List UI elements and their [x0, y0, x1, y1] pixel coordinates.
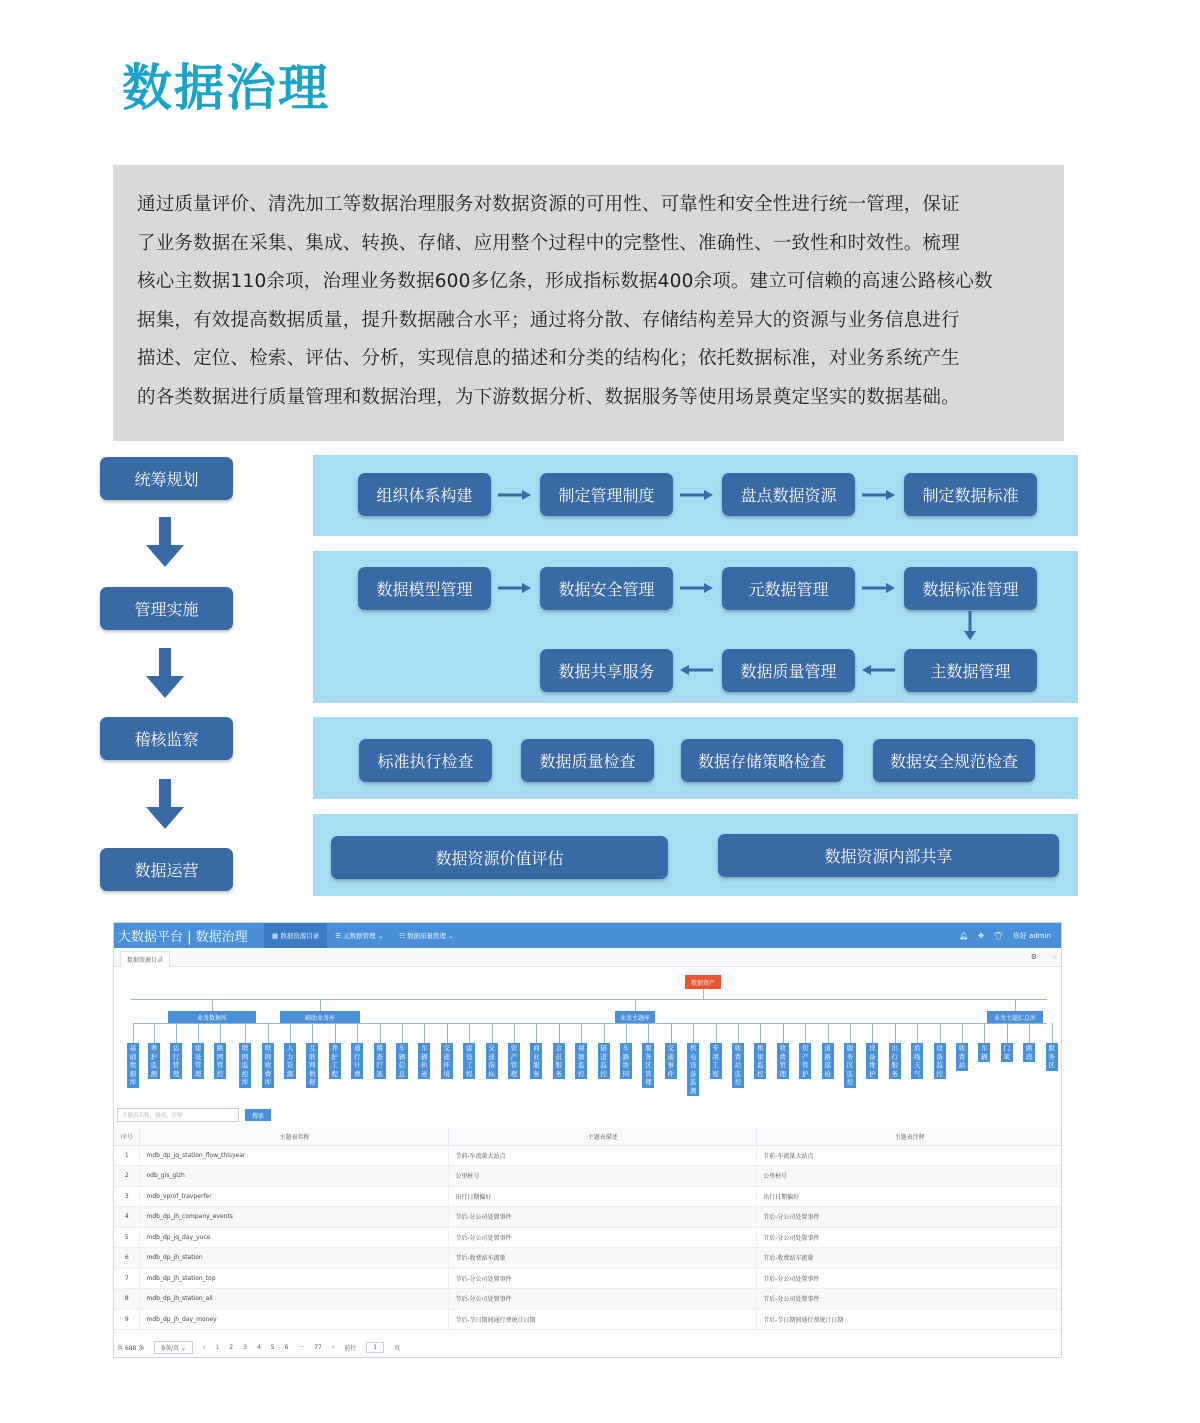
- tree-line: [648, 1023, 649, 1043]
- tree-node-leaf[interactable]: 路 段: [1023, 1043, 1035, 1062]
- right-arrow-icon: [498, 583, 531, 593]
- tree-node-leaf[interactable]: 视 频 监 控: [575, 1043, 587, 1079]
- tree-node-leaf[interactable]: 交 通 环 境: [441, 1043, 453, 1079]
- tree-node-leaf[interactable]: 人 力 资 源: [284, 1043, 296, 1079]
- pagination: [117, 1341, 400, 1354]
- tree-line: [469, 1023, 470, 1043]
- tree-line: [895, 1023, 896, 1043]
- left-arrow-icon: [680, 665, 713, 675]
- tree-node-leaf[interactable]: 交 通 指 标: [486, 1043, 498, 1079]
- tree-line: [131, 999, 1047, 1000]
- down-arrow-icon: [964, 611, 976, 640]
- tree-node-leaf[interactable]: 基 础 数 据 库: [127, 1043, 139, 1088]
- down-arrow-icon: [146, 648, 184, 698]
- page-size-select[interactable]: 9条/页 ⌄: [154, 1341, 193, 1354]
- prev-page-button[interactable]: ‹: [203, 1344, 206, 1351]
- page-title: 数据治理: [122, 59, 330, 117]
- tree-node-leaf[interactable]: 机 电 设 备 监 测: [687, 1043, 699, 1096]
- tree-line: [738, 1023, 739, 1043]
- tree-line: [604, 1023, 605, 1043]
- step-standard-mgmt: 数据标准管理: [904, 567, 1037, 610]
- tree-line: [312, 1023, 313, 1043]
- tree-line: [198, 1023, 199, 1043]
- tree-node-leaf[interactable]: 服 务 区: [1046, 1043, 1058, 1071]
- phase-audit: 稽核监察: [100, 717, 233, 760]
- intro-line: 描述、定位、检索、评估、分析，实现信息的描述和分类的结构化；依托数据标准，对业务系统产生: [137, 348, 960, 369]
- step-quality-check: 数据质量检查: [521, 739, 654, 782]
- tree-node-level1[interactable]: 辅助业务库: [280, 1011, 360, 1023]
- shirt-icon[interactable]: 👕︎: [993, 931, 1003, 940]
- right-arrow-icon: [862, 583, 895, 593]
- chevron-down-icon[interactable]: ⌄: [1051, 953, 1057, 960]
- tree-node-leaf[interactable]: 收 费 管 理: [777, 1043, 789, 1079]
- tree-line: [514, 1023, 515, 1043]
- intro-line: 通过质量评价、清洗加工等数据治理服务对数据资源的可用性、可靠性和安全性进行统一管理，保证: [137, 194, 960, 215]
- tree-line: [850, 1023, 851, 1043]
- table-cell: 8: [114, 1289, 140, 1310]
- table-cell: 5: [114, 1227, 140, 1248]
- tree-line: [357, 1023, 358, 1043]
- tree-node-leaf[interactable]: 交 通 事 件: [665, 1043, 677, 1079]
- tree-line: [984, 1023, 985, 1043]
- tree-line: [380, 1023, 381, 1043]
- tree-line: [940, 1023, 941, 1043]
- table-cell: mdb_dp_jh_day_money: [140, 1309, 449, 1330]
- step-inventory: 盘点数据资源: [722, 473, 855, 516]
- right-arrow-icon: [862, 490, 895, 500]
- intro-line: 核心主数据110余项，治理业务数据600多亿条，形成指标数据400余项。建立可信赖的高速公路核心数: [137, 271, 993, 292]
- page-number[interactable]: 6: [284, 1344, 289, 1351]
- tree-node-leaf[interactable]: 资 产 管 理: [508, 1043, 520, 1079]
- table-row[interactable]: [114, 1289, 1062, 1310]
- nav-tab-metadata[interactable]: ☰ 元数据管理 ⌄: [335, 931, 384, 940]
- tree-node-leaf[interactable]: 互 联 网 数 据: [306, 1043, 318, 1088]
- tree-node-leaf[interactable]: 运 行 管 理: [170, 1043, 182, 1079]
- tree-node-leaf[interactable]: 收 费 站: [956, 1043, 968, 1071]
- tree-line: [447, 1023, 448, 1043]
- tree-line: [581, 1023, 582, 1043]
- table-cell: 节后-分公司处置事件: [757, 1268, 1062, 1289]
- tree-node-leaf[interactable]: 通 行 计 费: [351, 1043, 363, 1079]
- tree-line: [536, 1023, 537, 1043]
- table-cell: 节后-分公司处置事件: [449, 1268, 757, 1289]
- column-header: 序号: [114, 1128, 140, 1145]
- tree-node-leaf[interactable]: 车 路 协 同: [620, 1043, 632, 1079]
- step-internal-sharing: 数据资源内部共享: [718, 834, 1059, 877]
- table-cell: 出行日期偏好: [757, 1186, 1062, 1207]
- tree-line: [290, 1023, 291, 1043]
- table-cell: 节后-节日期间通行费统计日期: [757, 1309, 1062, 1330]
- right-arrow-icon: [680, 490, 713, 500]
- tree-line: [716, 1023, 717, 1043]
- nav-tab-resource-catalog[interactable]: ▦ 数据资源目录: [264, 923, 327, 948]
- column-header: 主题表名称: [140, 1128, 449, 1145]
- step-data-security: 数据安全管理: [540, 567, 673, 610]
- tree-line: [212, 999, 213, 1011]
- total-count: 共 688 条: [117, 1345, 145, 1352]
- table-row[interactable]: [114, 1166, 1062, 1187]
- nav-tab-label: 数据资源目录: [280, 932, 320, 940]
- tree-node-leaf[interactable]: 联 网 收 费 库: [262, 1043, 274, 1088]
- theme-table: [114, 1128, 1062, 1330]
- step-master-data: 主数据管理: [904, 649, 1037, 692]
- table-cell: 公里桩号: [757, 1166, 1062, 1187]
- tree-node-leaf[interactable]: 服 务 区 监 控: [844, 1043, 856, 1088]
- table-row[interactable]: [114, 1248, 1062, 1269]
- table-cell: 出行日期偏好: [449, 1186, 757, 1207]
- tree-line: [133, 1023, 134, 1043]
- table-cell: 2: [114, 1166, 140, 1187]
- tree-node-leaf[interactable]: 收 费 站 监 控: [732, 1043, 744, 1088]
- table-cell: 公里桩号: [449, 1166, 757, 1187]
- step-standard-check: 标准执行检查: [359, 739, 492, 782]
- step-storage-check: 数据存储策略检查: [681, 739, 843, 782]
- tree-line: [1052, 1023, 1053, 1043]
- table-cell: mdb_dp_jh_station_all: [140, 1289, 449, 1310]
- table-cell: 节后-分公司处置事件: [757, 1289, 1062, 1310]
- page-unit: 页: [394, 1345, 401, 1352]
- tree-line: [559, 1023, 560, 1043]
- step-metadata: 元数据管理: [722, 567, 855, 610]
- table-row[interactable]: [114, 1207, 1062, 1228]
- tree-line: [492, 1023, 493, 1043]
- tree-line: [424, 1023, 425, 1043]
- tree-node-leaf[interactable]: 车 辆: [978, 1043, 990, 1062]
- page-number[interactable]: ···: [298, 1344, 305, 1351]
- tree-line: [1015, 999, 1016, 1011]
- table-cell: 4: [114, 1207, 140, 1228]
- table-cell: mdb_dp_jh_station: [140, 1248, 449, 1269]
- table-cell: 节后-收费站车流量: [449, 1248, 757, 1269]
- right-arrow-icon: [498, 490, 531, 500]
- tree-line: [783, 1023, 784, 1043]
- step-value-assessment: 数据资源价值评估: [331, 836, 668, 879]
- tree-node-level1[interactable]: 业务主题汇总库: [987, 1011, 1043, 1023]
- tree-node-level1[interactable]: 业务数据库: [168, 1011, 256, 1023]
- right-arrow-icon: [680, 583, 713, 593]
- tree-node-leaf[interactable]: 资 产 管 护: [799, 1043, 811, 1079]
- tree-node-leaf[interactable]: 沿 线 天 气: [911, 1043, 923, 1079]
- phase-operation: 数据运营: [100, 848, 233, 891]
- table-cell: 节后-收费站车流量: [757, 1248, 1062, 1269]
- tree-line: [176, 1023, 177, 1043]
- page-number[interactable]: 1: [215, 1344, 220, 1351]
- table-row[interactable]: [114, 1186, 1062, 1207]
- tree-line: [693, 1023, 694, 1043]
- next-page-button[interactable]: ›: [331, 1344, 335, 1351]
- tree-node-leaf[interactable]: 联 网 监 控 库: [239, 1043, 251, 1088]
- brand: 大数据平台 | 数据治理: [118, 930, 248, 945]
- tree-line: [268, 1023, 269, 1043]
- tree-line: [626, 1023, 627, 1043]
- page-list: [215, 1344, 321, 1351]
- phase-planning: 统筹规划: [100, 457, 233, 500]
- tree-node-leaf[interactable]: 门 架: [1001, 1043, 1013, 1062]
- nav-tab-quality[interactable]: ☷ 数据质量管理 ⌄: [399, 931, 454, 940]
- tree-line: [635, 999, 636, 1011]
- nav-tab-label: 元数据管理: [343, 932, 376, 940]
- gear-icon[interactable]: ⚙: [1030, 953, 1037, 961]
- column-header: 主题表注释: [757, 1128, 1062, 1145]
- table-cell: 节前-车流量大站点: [757, 1145, 1062, 1166]
- table-cell: mdb_dp_jq_station_flow_thisyear: [140, 1145, 449, 1166]
- tree-line: [402, 1023, 403, 1043]
- table-row[interactable]: [114, 1268, 1062, 1289]
- tree-node-leaf[interactable]: 会 员 服 务: [553, 1043, 565, 1079]
- tree-node-leaf[interactable]: 隧 道 监 控: [598, 1043, 610, 1079]
- tree-node-leaf[interactable]: 设 备 维 护: [866, 1043, 878, 1079]
- page-number[interactable]: 2: [229, 1344, 234, 1351]
- tree-line: [335, 1023, 336, 1043]
- tree-line: [133, 1023, 1047, 1024]
- tree-node-leaf[interactable]: 商 业 服 务: [530, 1043, 542, 1079]
- step-data-model: 数据模型管理: [358, 567, 491, 610]
- tree-node-leaf[interactable]: 稽 查 打 逃: [374, 1043, 386, 1079]
- table-cell: 1: [114, 1145, 140, 1166]
- tree-node-leaf[interactable]: 设 备 监 控: [934, 1043, 946, 1079]
- table-cell: 9: [114, 1309, 140, 1330]
- step-standards: 制定数据标准: [904, 473, 1037, 516]
- table-row[interactable]: [114, 1309, 1062, 1330]
- step-security-check: 数据安全规范检查: [873, 739, 1035, 782]
- table-cell: mdb_dp_jq_day_yuce: [140, 1227, 449, 1248]
- tree-root[interactable]: 数据资产: [685, 975, 721, 989]
- down-arrow-icon: [146, 517, 184, 567]
- tree-node-leaf[interactable]: 专 项 工 程: [710, 1043, 722, 1079]
- table-cell: mdb_dp_jh_company_events: [140, 1207, 449, 1228]
- bell-icon[interactable]: 🔔︎: [959, 931, 969, 940]
- tree-line: [671, 1023, 672, 1043]
- page-number[interactable]: 77: [314, 1344, 322, 1351]
- search-button[interactable]: 搜索: [245, 1109, 271, 1121]
- tree-node-leaf[interactable]: 道 路 巡 检: [822, 1043, 834, 1079]
- tree-node-leaf[interactable]: 建 设 工 程: [463, 1043, 475, 1079]
- intro-line: 的各类数据进行质量管理和数据治理，为下游数据分析、数据服务等使用场景奠定坚实的数据基础。: [137, 386, 960, 408]
- search-input[interactable]: 主题表名称、描述、注释: [117, 1108, 239, 1122]
- tree-node-leaf[interactable]: 路 网 管 控: [214, 1043, 226, 1079]
- top-nav: [114, 923, 1062, 948]
- table-cell: 节后-分公司处置事件: [449, 1227, 757, 1248]
- sub-tabs: [114, 948, 1062, 967]
- step-org-system: 组织体系构建: [358, 473, 491, 516]
- tree-line: [1029, 1023, 1030, 1043]
- intro-line: 了业务数据在采集、集成、转换、存储、应用整个过程中的完整性、准确性、一致性和时效性。梳理: [137, 232, 960, 254]
- left-arrow-icon: [862, 665, 895, 675]
- tree-node-leaf[interactable]: 桥 梁 监 控: [754, 1043, 766, 1079]
- tree-line: [917, 1023, 918, 1043]
- tree-line: [154, 1023, 155, 1043]
- intro-line: 据集，有效提高数据质量，提升数据融合水平；通过将分散、存储结构差异大的资源与业务信息进行: [137, 309, 960, 331]
- tree-node-level1[interactable]: 业务主题库: [615, 1011, 655, 1023]
- step-data-sharing: 数据共享服务: [540, 649, 673, 692]
- table-cell: odb_gis_glzh: [140, 1166, 449, 1187]
- step-data-quality: 数据质量管理: [722, 649, 855, 692]
- table-row[interactable]: [114, 1227, 1062, 1248]
- column-header: 主题表描述: [449, 1128, 757, 1145]
- table-cell: 节后-分公司处置事件: [757, 1227, 1062, 1248]
- goto-label: 前往: [344, 1345, 357, 1352]
- tree-line: [245, 1023, 246, 1043]
- step-mgmt-rules: 制定管理制度: [540, 473, 673, 516]
- table-cell: mdb_vprof_travperfer: [140, 1186, 449, 1207]
- tree-node-leaf[interactable]: 车 辆 轨 迹: [418, 1043, 430, 1079]
- page-number[interactable]: 3: [243, 1344, 247, 1351]
- tree-line: [872, 1023, 873, 1043]
- intro-text: [113, 165, 1064, 441]
- nav-tab-label: 数据质量管理: [407, 932, 447, 940]
- page-size-label: 9条/页: [161, 1345, 180, 1352]
- page-number[interactable]: 5: [270, 1344, 275, 1351]
- tree-node-leaf[interactable]: 养 护 工 程: [329, 1043, 341, 1079]
- tree-line: [1007, 1023, 1008, 1043]
- tree-line: [320, 999, 321, 1011]
- move-icon[interactable]: ✥: [978, 931, 984, 940]
- user-greeting[interactable]: 你好 admin: [1012, 931, 1051, 940]
- tree-line: [828, 1023, 829, 1043]
- table-cell: 节后-分公司处置事件: [449, 1207, 757, 1228]
- page-number[interactable]: 4: [256, 1344, 261, 1351]
- tree-node-leaf[interactable]: 服 务 区 管 理: [642, 1043, 654, 1088]
- table-cell: 7: [114, 1268, 140, 1289]
- tree-line: [760, 1023, 761, 1043]
- table-cell: 6: [114, 1248, 140, 1269]
- tree-node-leaf[interactable]: 车 辆 信 息: [396, 1043, 408, 1079]
- tree-line: [703, 989, 704, 999]
- table-cell: mdb_dp_jh_station_top: [140, 1268, 449, 1289]
- sub-tab-resource-catalog[interactable]: 数据资源目录: [120, 951, 170, 967]
- tree-line: [962, 1023, 963, 1043]
- tree-line: [220, 1023, 221, 1043]
- table-cell: 节后-分公司处置事件: [757, 1207, 1062, 1228]
- table-cell: 3: [114, 1186, 140, 1207]
- goto-input[interactable]: 1: [366, 1342, 384, 1353]
- table-cell: 节前-车流量大站点: [449, 1145, 757, 1166]
- down-arrow-icon: [146, 779, 184, 829]
- tree-node-leaf[interactable]: 养 护 监 测: [148, 1043, 160, 1079]
- table-cell: 节后-节日期间通行费统计日期: [449, 1309, 757, 1330]
- platform-screenshot: [113, 922, 1062, 1358]
- tree-line: [805, 1023, 806, 1043]
- table-row[interactable]: [114, 1145, 1062, 1166]
- phase-implementation: 管理实施: [100, 587, 233, 630]
- table-cell: 节后-分公司处置事件: [449, 1289, 757, 1310]
- tree-node-leaf[interactable]: 建 设 管 理: [192, 1043, 204, 1079]
- tree-node-leaf[interactable]: 出 行 服 务: [889, 1043, 901, 1079]
